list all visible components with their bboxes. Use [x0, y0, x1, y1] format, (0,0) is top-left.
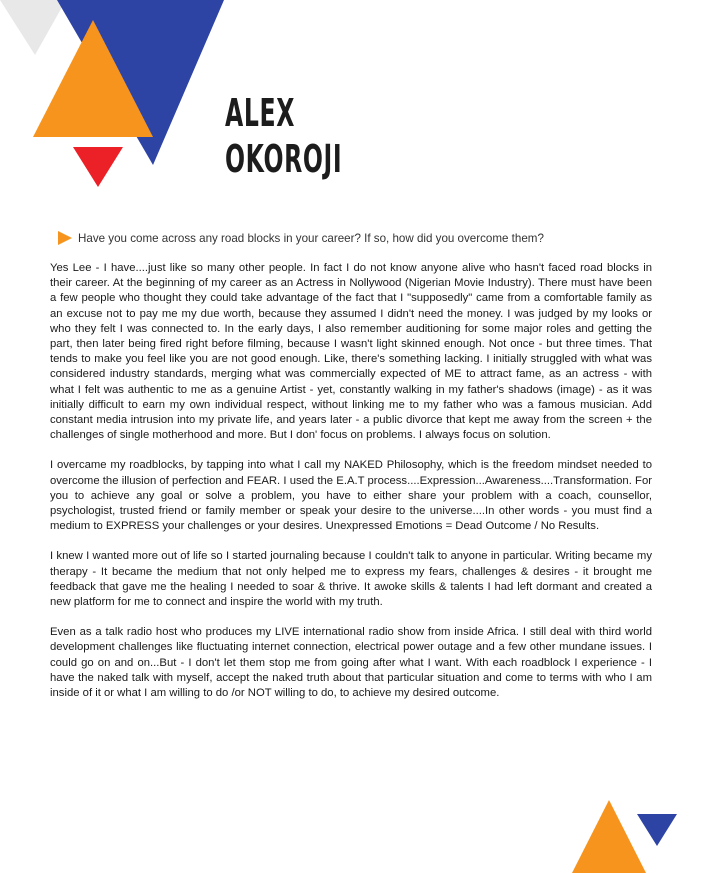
- question-arrow-icon: [58, 231, 72, 245]
- interview-question: [58, 231, 544, 245]
- orange-triangle-bottom-decoration: [572, 800, 646, 873]
- title-first-name: ALEX: [225, 91, 295, 135]
- grey-triangle-decoration: [0, 0, 66, 55]
- answer-paragraph-2: I overcame my roadblocks, by tapping into what I call my NAKED Philosophy, which is the freedom mindset needed to overcome the illusion of perfection and FEAR. I used the E.A.T process....Expression...Awareness....Transformation. For you to achieve any goal or solve a problem, you have to either share your problem with a coach, counsellor, psychologist, trusted friend or family member or speak your desire to the universe....In other words - you must find a medium to EXPRESS your challenges or your desires. Unexpressed Emotions = Dead Outcome / No Results.: [50, 459, 652, 533]
- page-title: [225, 90, 342, 182]
- answer-paragraph-4: Even as a talk radio host who produces my LIVE international radio show from inside Africa. I still deal with third world development challenges like fluctuating internet connection, electrical power outage and a few other mundane issues. I could go on and on...But - I don't let them stop me from going after what I want. With each roadblock I experience - I have the naked talk with myself, accept the naked truth about that particular situation and come to terms with who I am inside of it or what I am willing to do /or NOT willing to do, to achieve my desired outcome.: [50, 626, 652, 700]
- answer-paragraph-3: I knew I wanted more out of life so I started journaling because I couldn't talk to anyone in particular. Writing became my therapy - It became the medium that not only helped me to express my fears, challenges & desires - it brought me feedback that gave me the healing I needed to soar & thrive. It awoke skills & talents I had left dormant and created a new platform for me to connect and inspire the world with my truth.: [50, 550, 652, 609]
- red-triangle-decoration: [73, 147, 123, 187]
- answer-paragraph-1: Yes Lee - I have....just like so many other people. In fact I do not know anyone alive who hasn't faced road blocks in their career. At the beginning of my career as an Actress in Nollywood (Nigerian Movie Industry). There must have been a few people who thought they could take advantage of the fact that I "supposedly" came from a comfortable family as an excuse not to pay me my due worth, because they assumed I didn't need the money. I was judged by my looks or who they felt I was connected to. In the early days, I also remember auditioning for some major roles and getting the part, then later being fired right before filming, because I wasn't light skinned enough. Not once - but three times. That tends to make you feel like you are not good enough. Like, there's something lacking. I initially struggled with what was considered industry standards, merging what was commercially expected of ME to attract fame, as an actress - with what I felt was authentic to me as a genuine Artist - yet, constantly walking in my father's shadows (image) - as it was initially difficult to earn my own individual respect, without linking me to my father who was a famous musician. Add constant media intrusion into my private life, and years later - a public divorce that kept me away from the screen + the challenges of single motherhood and more. But I don' focus on problems. I always focus on solution.: [50, 262, 652, 442]
- title-last-name: OKOROJI: [225, 137, 343, 181]
- question-text: Have you come across any road blocks in your career? If so, how did you overcome them?: [78, 231, 544, 245]
- answer-body: [50, 261, 652, 716]
- blue-triangle-bottom-decoration: [637, 814, 677, 846]
